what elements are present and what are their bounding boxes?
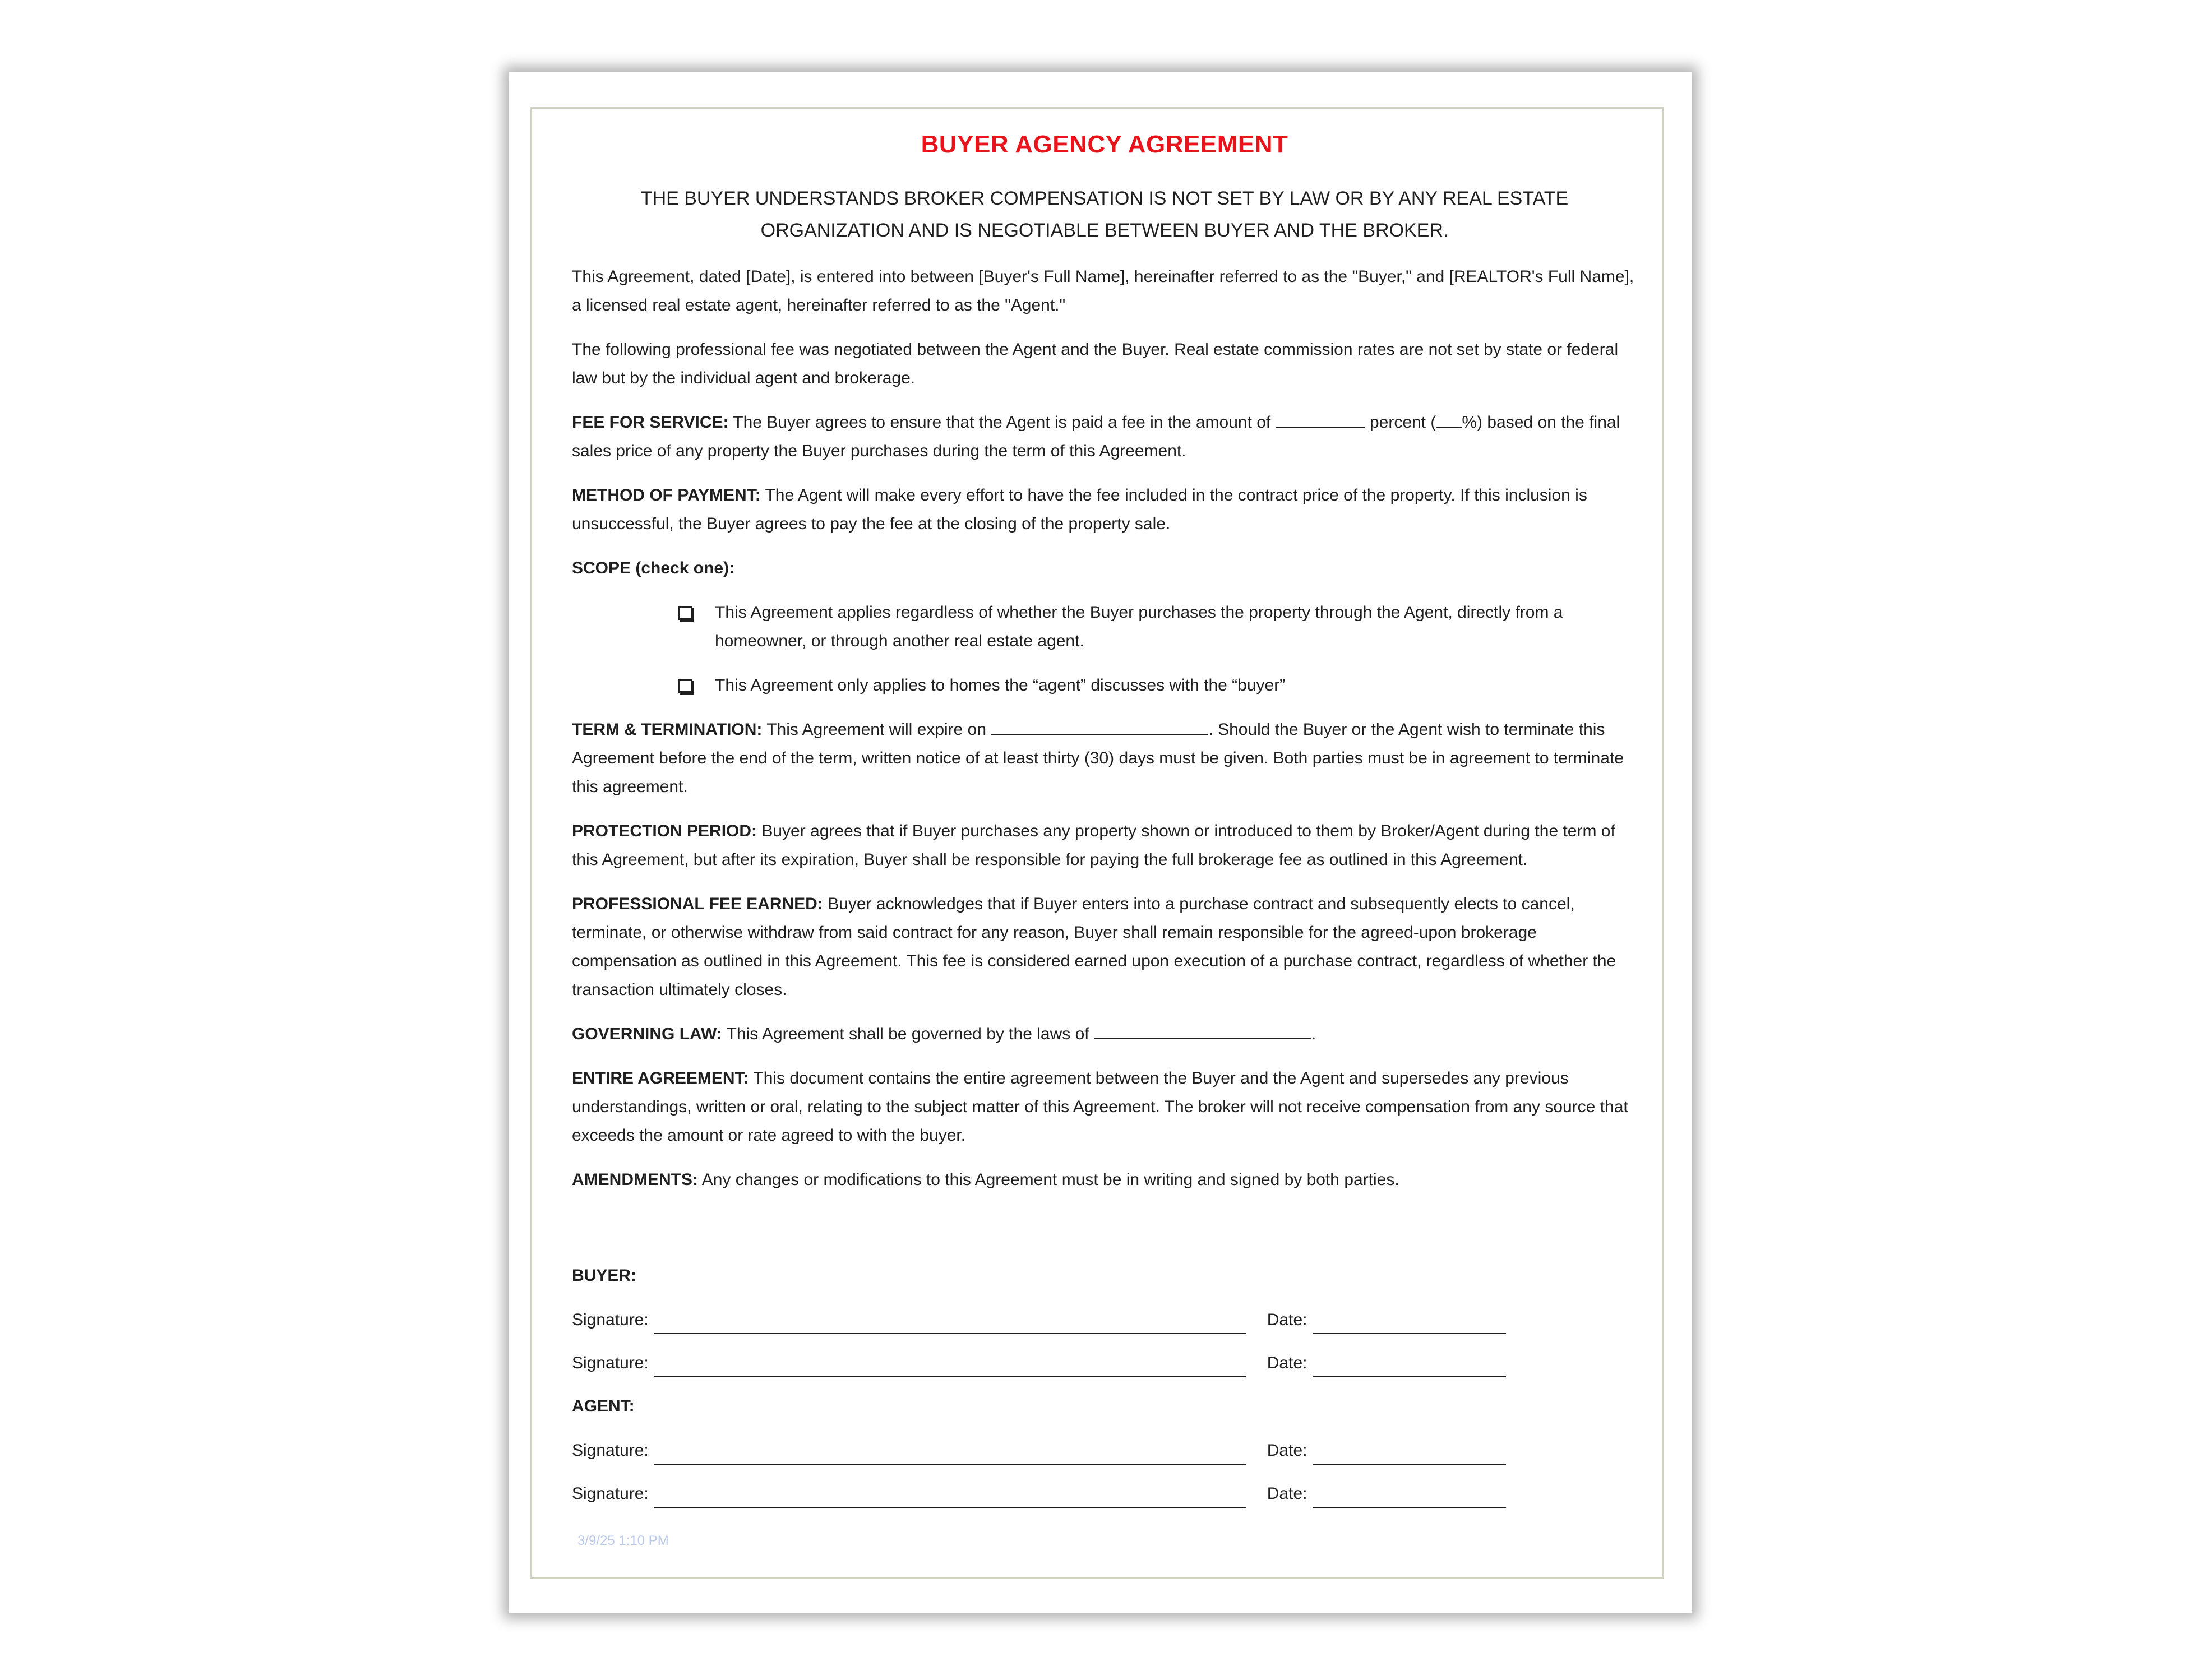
agent-signature-line-2[interactable] xyxy=(654,1489,1246,1508)
intro-paragraph: This Agreement, dated [Date], is entered into between [Buyer's Full Name], hereinafter referred to as the "Buyer," and [REALTOR's Full Name], a licensed real estate agent, hereinafter referred to as the "Agent." xyxy=(572,267,1634,314)
buyer-signature-row-2 xyxy=(572,1349,1637,1377)
method-of-payment-text: The Agent will make every effort to have the fee included in the contract price of the property. If this inclusion is unsuccessful, the Buyer agrees to pay the fee at the closing of the property sale. xyxy=(572,486,1587,533)
scope-option-1-text: This Agreement applies regardless of whether the Buyer purchases the property through the Agent, directly from a homeowner, or through another real estate agent. xyxy=(715,603,1563,650)
fee-for-service-paragraph xyxy=(572,408,1637,465)
fee-note-paragraph: The following professional fee was negotiated between the Agent and the Buyer. Real estate commission rates are not set by state or federal law but by the individual agent and brokerage. xyxy=(572,340,1619,387)
method-of-payment-label: METHOD OF PAYMENT: xyxy=(572,486,761,505)
governing-law-text-b: . xyxy=(1311,1025,1316,1043)
fee-for-service-label: FEE FOR SERVICE: xyxy=(572,413,729,432)
buyer-heading: BUYER: xyxy=(572,1266,637,1285)
governing-law-text-a: This Agreement shall be governed by the laws of xyxy=(726,1025,1089,1043)
entire-agreement-paragraph xyxy=(572,1064,1637,1150)
protection-period-paragraph xyxy=(572,817,1637,874)
document-page xyxy=(509,72,1692,1613)
protection-period-label: PROTECTION PERIOD: xyxy=(572,822,757,840)
agent-date-line-2[interactable] xyxy=(1313,1489,1506,1508)
buyer-signature-row-1 xyxy=(572,1306,1637,1334)
governing-law-paragraph xyxy=(572,1020,1637,1048)
date-label: Date: xyxy=(1267,1354,1307,1372)
document-subtitle: THE BUYER UNDERSTANDS BROKER COMPENSATION IS NOT SET BY LAW OR BY ANY REAL ESTATE ORGANIZATION AND IS NEGOTIABLE BETWEEN BUYER AND THE BROKER. xyxy=(640,188,1569,241)
buyer-signature-line-1[interactable] xyxy=(654,1315,1246,1334)
fee-percent-blank[interactable] xyxy=(1436,410,1462,428)
checkbox-icon[interactable] xyxy=(678,679,692,693)
professional-fee-earned-paragraph xyxy=(572,890,1637,1004)
date-label: Date: xyxy=(1267,1311,1307,1329)
scope-option-2-text: This Agreement only applies to homes the “agent” discusses with the “buyer” xyxy=(715,676,1286,695)
governing-law-label: GOVERNING LAW: xyxy=(572,1025,722,1043)
buyer-date-line-2[interactable] xyxy=(1313,1358,1506,1377)
amendments-paragraph xyxy=(572,1165,1637,1194)
fee-for-service-text-d: %) based on the final sales price of any property the Buyer purchases during the term of this Agreement. xyxy=(572,413,1620,460)
signature-label: Signature: xyxy=(572,1441,649,1460)
fee-for-service-text-c: ( xyxy=(1430,413,1436,432)
method-of-payment-paragraph xyxy=(572,481,1637,538)
document-body xyxy=(572,128,1637,1522)
document-title: BUYER AGENCY AGREEMENT xyxy=(921,131,1288,158)
date-label: Date: xyxy=(1267,1484,1307,1503)
term-termination-text-a: This Agreement will expire on xyxy=(766,720,987,739)
fee-amount-blank[interactable] xyxy=(1276,410,1365,428)
agent-heading: AGENT: xyxy=(572,1397,635,1415)
scope-option-2 xyxy=(678,671,1575,700)
term-termination-text-b: . Should the Buyer or the Agent wish to terminate this Agreement before the end of the term, written notice of at least thirty (30) days must be given. Both parties must be in agreement to terminate this agreement. xyxy=(572,720,1624,796)
signature-section xyxy=(572,1261,1637,1508)
agent-signature-row-2 xyxy=(572,1479,1637,1508)
buyer-date-line-1[interactable] xyxy=(1313,1315,1506,1334)
scope-option-1 xyxy=(678,598,1575,655)
expiration-date-blank[interactable] xyxy=(991,717,1208,735)
signature-label: Signature: xyxy=(572,1354,649,1372)
term-termination-paragraph xyxy=(572,715,1637,801)
amendments-label: AMENDMENTS: xyxy=(572,1170,698,1189)
governing-state-blank[interactable] xyxy=(1094,1021,1311,1039)
agent-signature-line-1[interactable] xyxy=(654,1446,1246,1465)
timestamp: 3/9/25 1:10 PM xyxy=(577,1533,669,1548)
entire-agreement-text: This document contains the entire agreement between the Buyer and the Agent and supersedes any previous understandings, written or oral, relating to the subject matter of this Agreement. The broker will not receive compensation from any source that exceeds the amount or rate agreed to with the buyer. xyxy=(572,1069,1628,1145)
agent-signature-row-1 xyxy=(572,1436,1637,1465)
signature-label: Signature: xyxy=(572,1484,649,1503)
term-termination-label: TERM & TERMINATION: xyxy=(572,720,763,739)
agent-date-line-1[interactable] xyxy=(1313,1446,1506,1465)
professional-fee-earned-text: Buyer acknowledges that if Buyer enters into a purchase contract and subsequently elects to cancel, terminate, or otherwise withdraw from said contract for any reason, Buyer shall remain responsible for the agreed-upon brokerage compensation as outlined in this Agreement. This fee is considered earned upon execution of a purchase contract, regardless of whether the transaction ultimately closes. xyxy=(572,895,1616,999)
signature-label: Signature: xyxy=(572,1311,649,1329)
fee-for-service-text-a: The Buyer agrees to ensure that the Agent is paid a fee in the amount of xyxy=(733,413,1271,432)
entire-agreement-label: ENTIRE AGREEMENT: xyxy=(572,1069,749,1087)
professional-fee-earned-label: PROFESSIONAL FEE EARNED: xyxy=(572,895,823,913)
checkbox-icon[interactable] xyxy=(678,606,692,620)
date-label: Date: xyxy=(1267,1441,1307,1460)
protection-period-text: Buyer agrees that if Buyer purchases any property shown or introduced to them by Broker/Agent during the term of this Agreement, but after its expiration, Buyer shall be responsible for paying the full brokerage fee as outlined in this Agreement. xyxy=(572,822,1615,869)
amendments-text: Any changes or modifications to this Agreement must be in writing and signed by both parties. xyxy=(701,1170,1399,1189)
fee-for-service-text-b: percent xyxy=(1369,413,1426,432)
scope-label: SCOPE (check one): xyxy=(572,559,735,577)
buyer-signature-line-2[interactable] xyxy=(654,1358,1246,1377)
